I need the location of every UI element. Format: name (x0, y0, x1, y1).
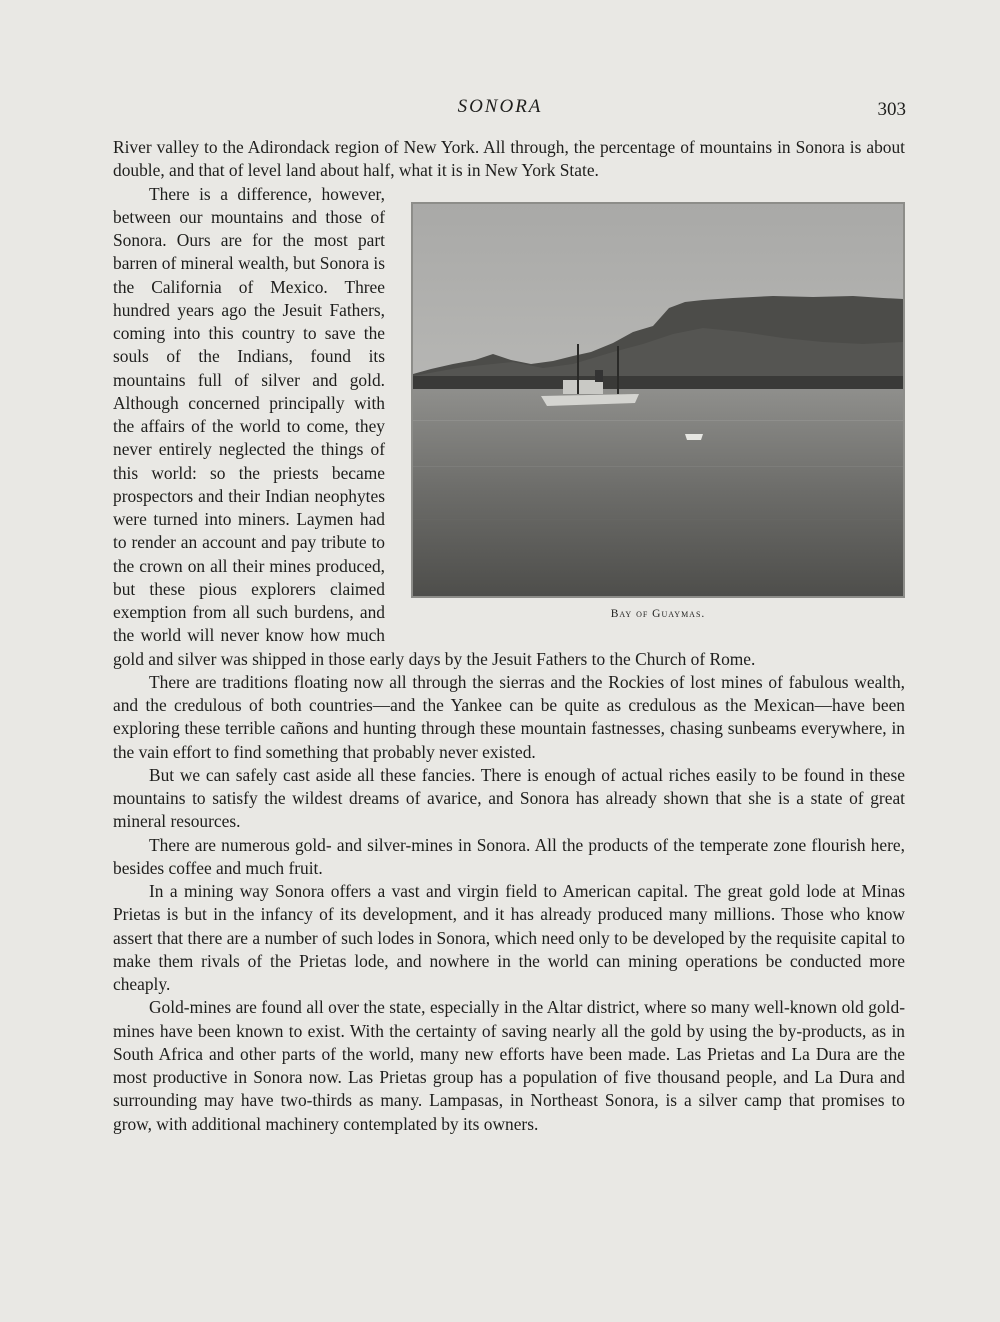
paragraph: There are traditions floating now all through the sierras and the Rockies of lost mines of fabulous wealth, and the credulous of both countries—and the Yankee can be quite as credulous as the Mexican—have been exploring these terrible cañons and hunting through these mountain fastnesses, chasing sunbeams everywhere, in the vain effort to find something that probably never existed. (113, 671, 905, 762)
figure-caption: Bay of Guaymas. (610, 607, 706, 620)
body-text (113, 136, 905, 1136)
paragraph: There are numerous gold- and silver-mines in Sonora. All the products of the temperate zone flourish here, besides coffee and much fruit. (113, 834, 905, 878)
paragraph: But we can safely cast aside all these fancies. There is enough of actual riches easily to be found in these mountains to satisfy the wildest dreams of avarice, and Sonora has already shown that she is a state of great mineral resources. (113, 764, 905, 832)
paragraph: River valley to the Adirondack region of New York. All through, the percentage of mountains in Sonora is about double, and that of level land about half, what it is in New York State. (113, 137, 905, 181)
paragraph: Gold-mines are found all over the state, especially in the Altar district, where so many well-known old gold-mines have been known to exist. With the certainty of saving nearly all the gold by using the by-products, as in South Africa and other parts of the world, many new efforts have been made. Las Prietas and La Dura are the most productive in Sonora now. Las Prietas group has a population of five thousand people, and La Dura and surrounding may have two-thirds as many. Lampasas, in Northeast Sonora, is a silver camp that promises to grow, with additional machinery contemplated by its owners. (113, 997, 905, 1134)
figure (411, 202, 905, 626)
paragraph: In a mining way Sonora offers a vast and virgin field to American capital. The great gold lode at Minas Prietas is but in the infancy of its development, and it has already produced many millions. Those who know assert that there are a number of such lodes in Sonora, which need only to be developed by the requisite capital to make them rivals of the Prietas lode, and nowhere in the world can mining operations be conducted more cheaply. (113, 881, 905, 994)
paragraph: There is a difference, however, between our mountains and those of Sonora. Ours are for the most part barren of mineral wealth, but Sonora is the California of Mexico. Three hundred years ago the Jesuit Fathers, coming into this country to save the souls of the Indians, found its mountains full of silver and gold. Although concerned principally with the affairs of the world to come, they never entirely neglected the things of this world: so the priests became prospectors and their Indian neophytes were turned into miners. Laymen had to render an account and pay tribute to the crown on all their mines produced, but these pious explorers claimed exemption from all such burdens, and the world will never know how much gold and silver was shipped in those early days by the Jesuit Fathers to the Church of Rome. (113, 183, 756, 669)
running-head: SONORA (457, 96, 543, 117)
page-number: 303 (877, 99, 906, 120)
page-header (0, 96, 1000, 120)
bay-of-guaymas-photo (411, 202, 905, 598)
